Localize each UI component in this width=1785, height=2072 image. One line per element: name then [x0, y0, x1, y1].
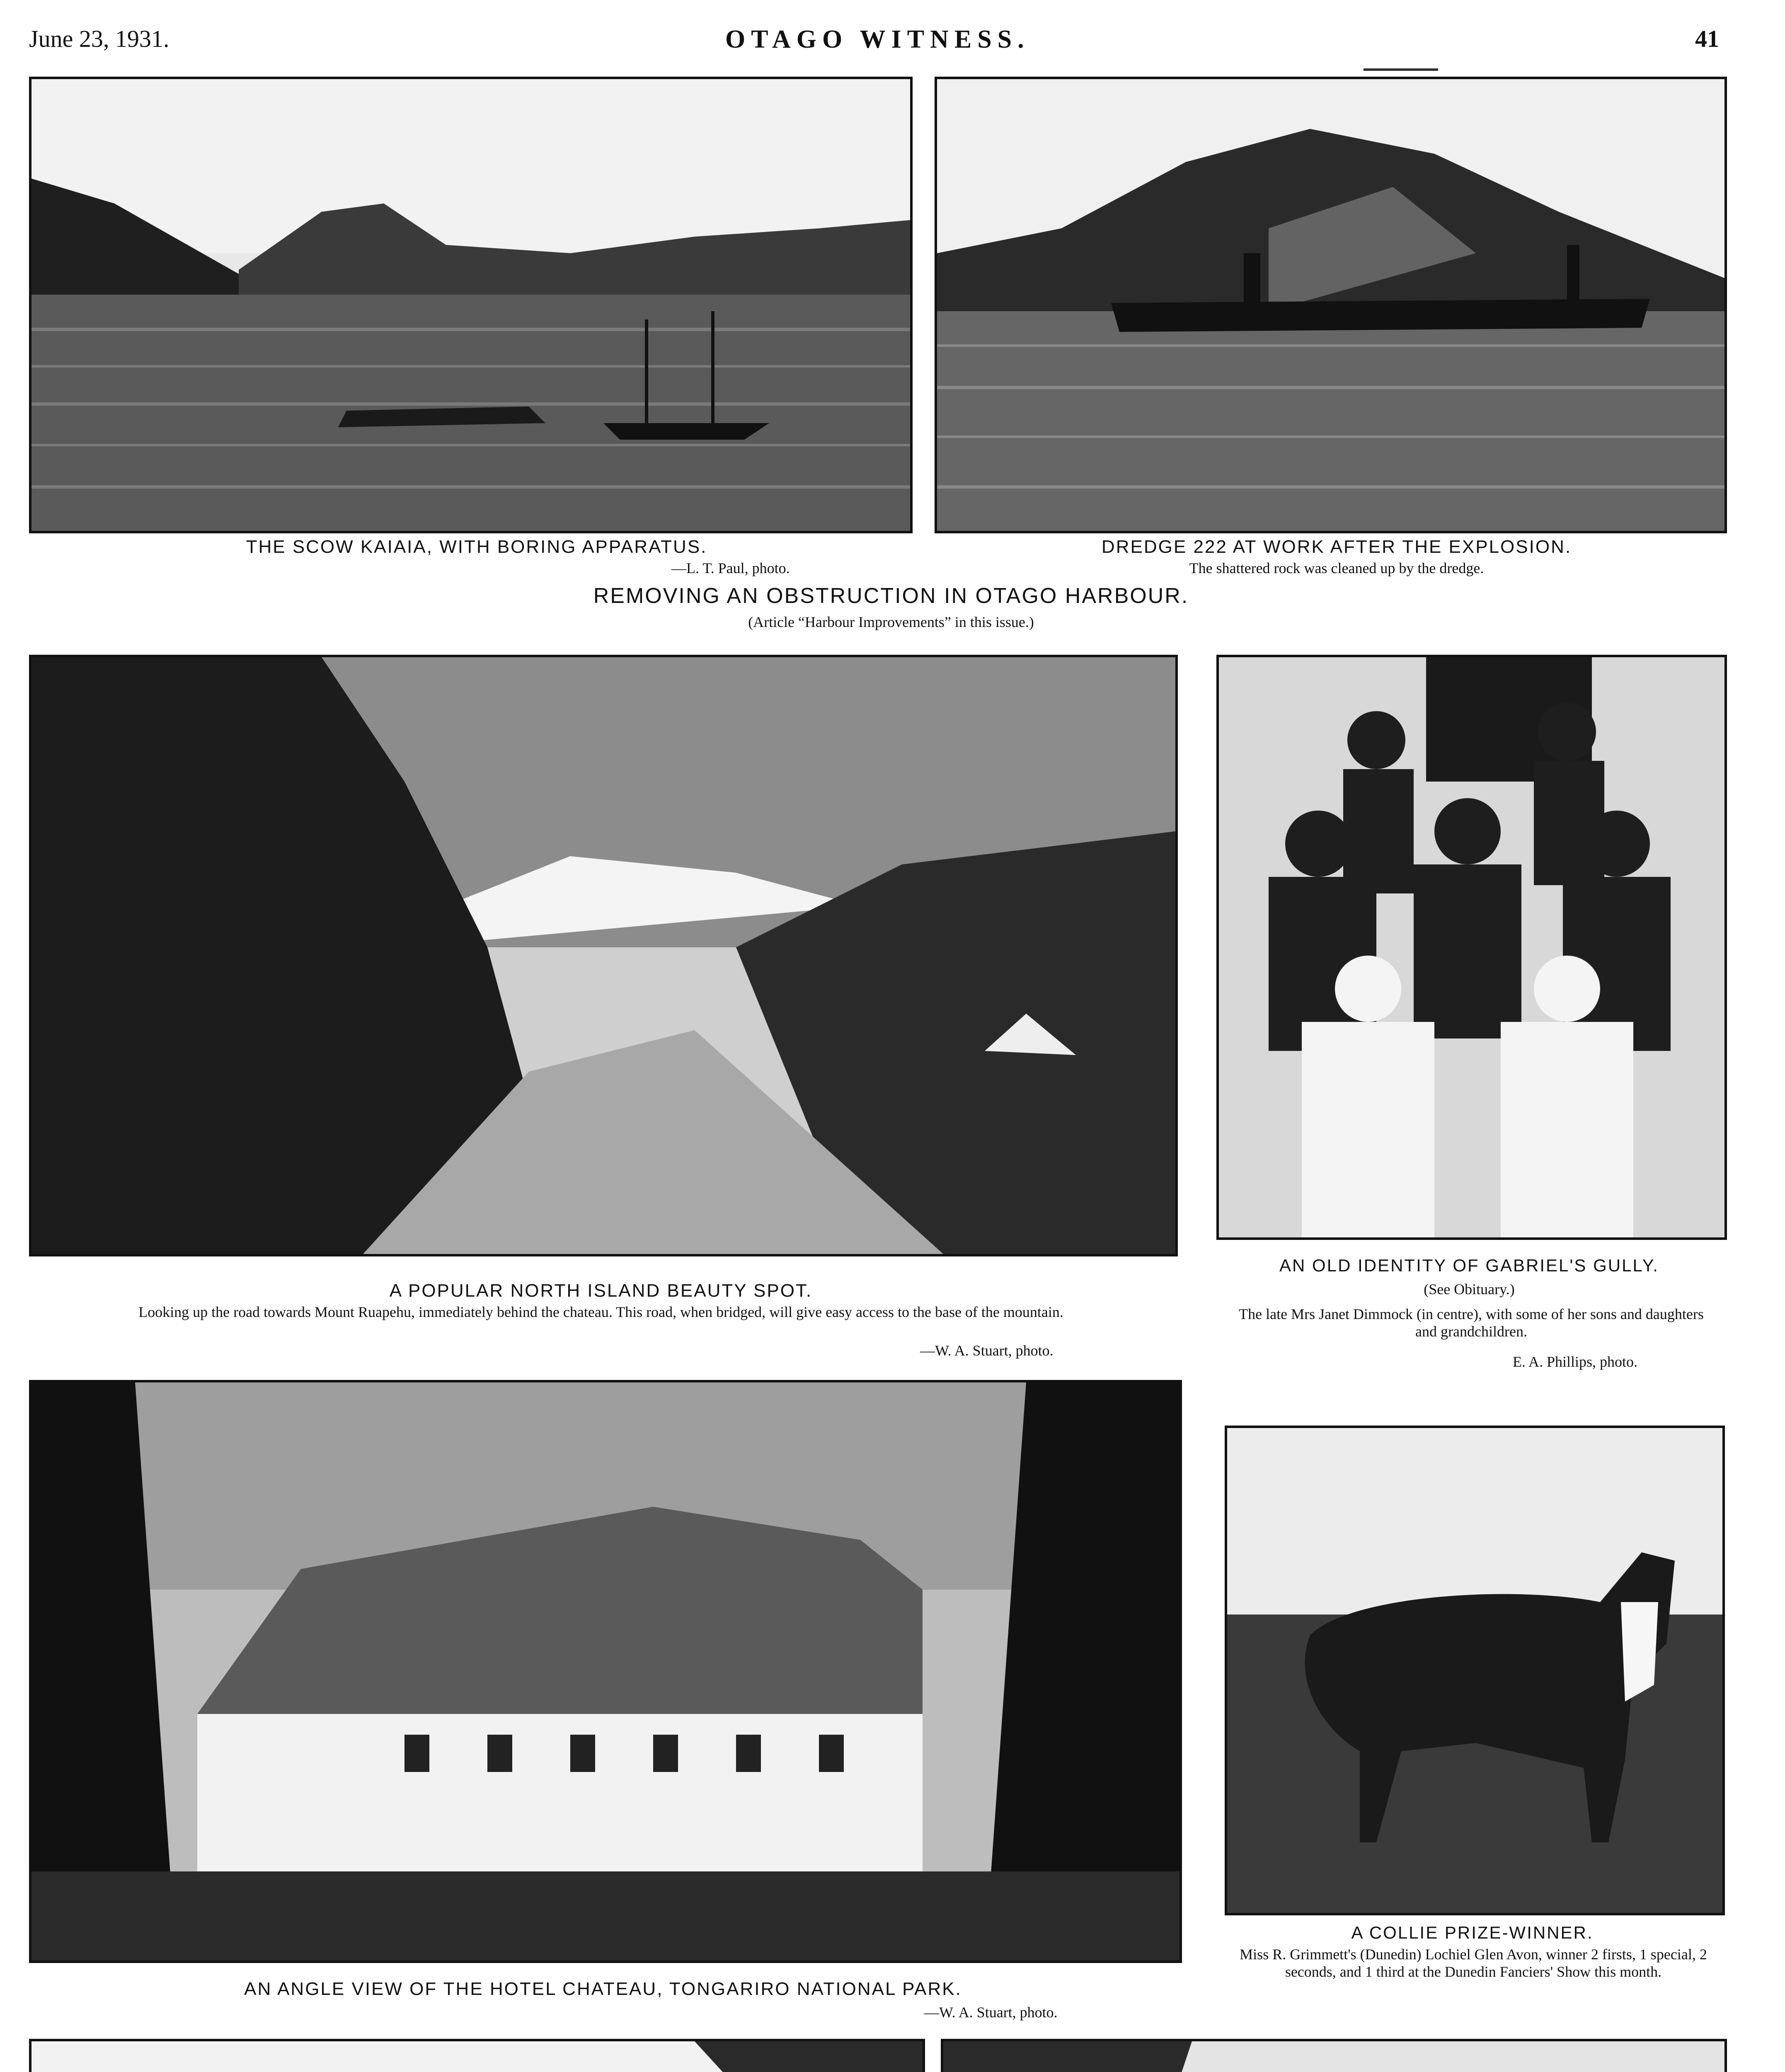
scow-caption: THE SCOW KAIAIA, WITH BORING APPARATUS. — [246, 537, 707, 557]
harbour-section-note: (Article “Harbour Improvements” in this issue.) — [748, 614, 1034, 630]
scow-photo — [29, 77, 913, 533]
ruapehu-road-photo — [29, 655, 1178, 1256]
dimmock-family-photo — [1216, 655, 1727, 1240]
page-number: 41 — [1695, 25, 1719, 52]
masthead: OTAGO WITNESS. — [725, 25, 1030, 53]
dimmock-caption: AN OLD IDENTITY OF GABRIEL'S GULLY. — [1279, 1256, 1659, 1275]
issue-date: June 23, 1931. — [29, 25, 170, 52]
dredge-caption: DREDGE 222 AT WORK AFTER THE EXPLOSION. — [1101, 537, 1572, 557]
collie-subcaption: Miss R. Grimmett's (Dunedin) Lochiel Glen Avon, winner 2 firsts, 1 special, 2 seconds, and 1 third at the Dunedin Fanciers' Show this month. — [1240, 1946, 1707, 1980]
collie-caption: A COLLIE PRIZE-WINNER. — [1351, 1923, 1594, 1942]
scow-credit: —L. T. Paul, photo. — [671, 560, 790, 576]
milton-i-team-photo — [29, 2039, 925, 2072]
collie-photo — [1225, 1426, 1725, 1915]
chateau-photo — [29, 1380, 1182, 1963]
milton-iii-team-photo — [941, 2039, 1727, 2072]
dimmock-credit: E. A. Phillips, photo. — [1513, 1353, 1638, 1370]
harbour-section-title: REMOVING AN OBSTRUCTION IN OTAGO HARBOUR. — [593, 584, 1189, 608]
dredge-photo — [935, 77, 1727, 533]
ruapehu-credit: —W. A. Stuart, photo. — [920, 1342, 1054, 1359]
chateau-caption: AN ANGLE VIEW OF THE HOTEL CHATEAU, TONGARIRO NATIONAL PARK. — [244, 1979, 962, 1999]
chateau-credit: —W. A. Stuart, photo. — [924, 2004, 1058, 2021]
dimmock-obituary-note: (See Obituary.) — [1424, 1281, 1515, 1297]
dredge-subcaption: The shattered rock was cleaned up by the dredge. — [1189, 560, 1484, 576]
ruapehu-subcaption: Looking up the road towards Mount Ruapehu, immediately behind the chateau. This road, when bridged, will give easy access to the base of the mountain. — [138, 1304, 1063, 1320]
header-rule — [1364, 68, 1438, 71]
dimmock-subcaption: The late Mrs Janet Dimmock (in centre), with some of her sons and daughters and grandchildren. — [1239, 1306, 1704, 1340]
ruapehu-caption: A POPULAR NORTH ISLAND BEAUTY SPOT. — [389, 1280, 813, 1301]
